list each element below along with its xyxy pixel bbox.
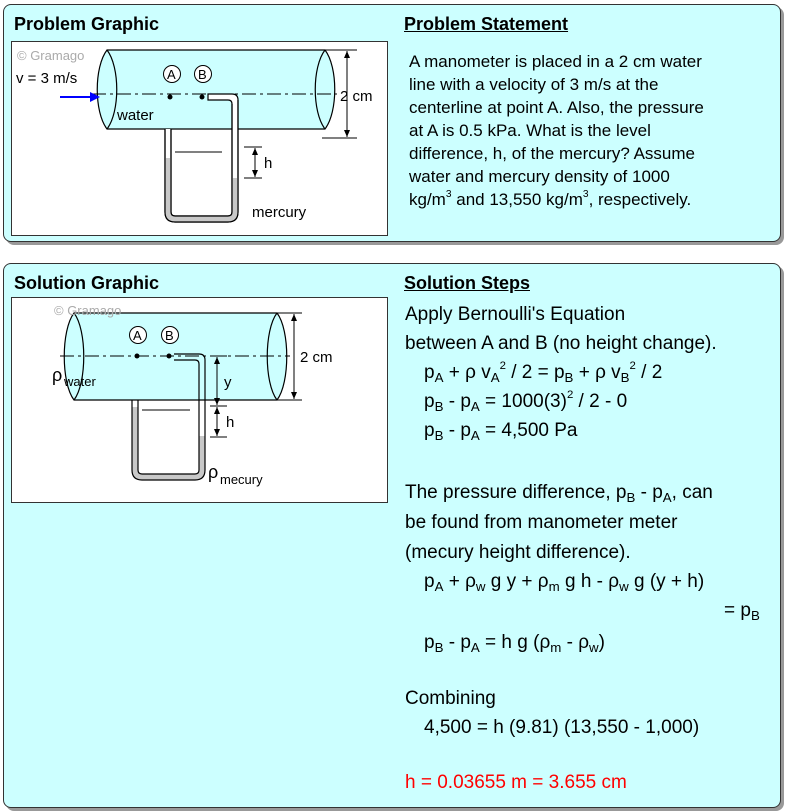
solution-diagram [12, 298, 388, 503]
h-label: h [226, 414, 235, 431]
point-a-dot [168, 95, 173, 100]
equation-manometer-simplified: $p_B - p_A = h$ g $(\rho_m - \rho_w)$ [424, 632, 605, 655]
rho-water-subscript: water [64, 374, 96, 389]
statement-line: A manometer is placed in a 2 cm water [409, 52, 702, 71]
equation-manometer-rhs: = $p_B$ [724, 600, 760, 623]
statement-line: at A is 0.5 kPa. What is the level [409, 121, 651, 140]
step-text: (mecury height difference). [405, 542, 631, 563]
point-a-label: A [167, 67, 176, 82]
problem-diagram [12, 42, 388, 236]
statement-line: line with a velocity of 3 m/s at the [409, 75, 659, 94]
point-a-label: A [133, 328, 142, 343]
problem-panel [3, 4, 781, 242]
problem-graphic-title: Problem Graphic [14, 14, 160, 34]
diameter-label: 2 cm [300, 349, 333, 366]
equation-pressure-diff: $p_B - p_A = 4,500$ Pa [424, 420, 578, 443]
step-text: Apply Bernoulli's Equation [405, 304, 626, 325]
watermark: © Gramago [54, 303, 122, 318]
point-b-label: B [198, 67, 207, 82]
rho-mercury-symbol: ρ [208, 462, 219, 482]
rho-water-symbol: ρ [52, 365, 63, 385]
water-label: water [117, 107, 154, 124]
step-text: be found from manometer meter [405, 512, 678, 533]
solution-graphic-title: Solution Graphic [14, 273, 160, 293]
point-b-dot [200, 95, 205, 100]
velocity-label: v = 3 m/s [16, 70, 78, 87]
mercury-fill [165, 158, 238, 222]
step-text: Combining [405, 688, 496, 709]
point-b-label: B [165, 328, 174, 343]
equation-combined: 4,500 = h (9.81) (13,550 - 1,000) [424, 717, 700, 738]
diameter-label: 2 cm [340, 88, 373, 105]
equation-manometer: $p_A + \rho_w$ g $y + \rho_m$ g h - $\rho_w$ g (y + h) [424, 571, 705, 594]
statement-line: $kg/m^3$ and 13,550 $kg/m^3$, respectively. [409, 188, 692, 209]
solution-panel [3, 263, 781, 808]
statement-line: centerline at point A. Also, the pressure [409, 98, 704, 117]
step-text: between A and B (no height change). [405, 333, 717, 354]
problem-figure [11, 41, 388, 236]
watermark: © Gramago [17, 48, 85, 63]
solution-figure [11, 297, 388, 503]
equation-substitute: $p_B - p_A = 1000(3)^2 / 2 - 0$ [424, 388, 628, 414]
problem-statement-title: Problem Statement [404, 14, 569, 34]
mercury-label: mercury [252, 204, 307, 221]
solution-steps-title: Solution Steps [404, 273, 530, 293]
problem-statement-text [409, 50, 774, 211]
statement-line: water and mercury density of 1000 [409, 167, 670, 186]
step-text: The pressure difference, $p_B - p_A$, can [405, 482, 713, 505]
statement-line: difference, h, of the mercury? Assume [409, 144, 695, 163]
rho-mercury-subscript: mecury [220, 472, 263, 487]
y-label: y [224, 374, 232, 391]
h-label: h [264, 155, 273, 172]
equation-bernoulli: $p_A + \rho$ $v_A^2 / 2 = p_B + \rho$ $v_B^2 / 2$ [424, 359, 663, 385]
final-result: h = 0.03655 m = 3.655 cm [405, 772, 627, 793]
